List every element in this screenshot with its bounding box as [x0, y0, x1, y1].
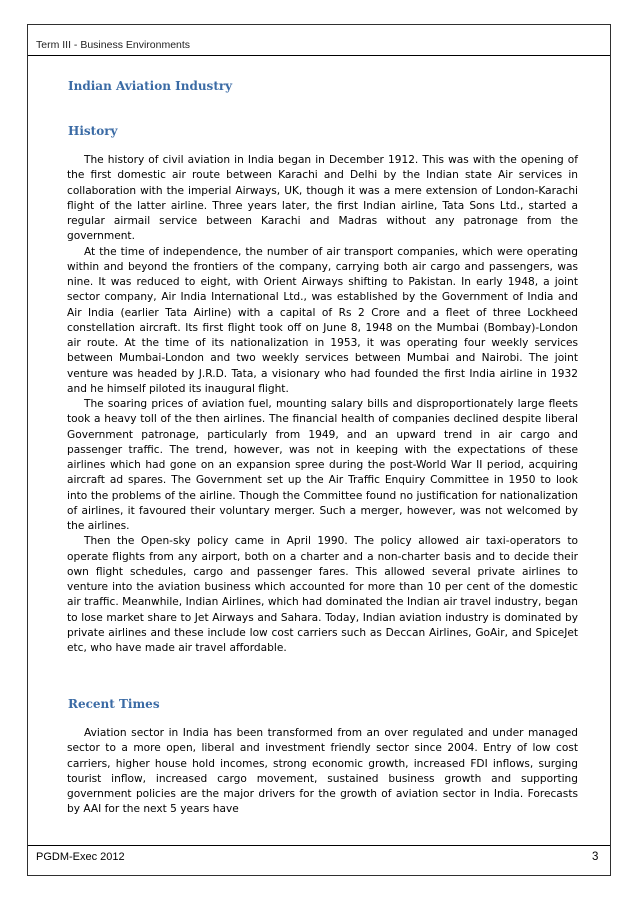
history-paragraph-1: The history of civil aviation in India began in December 1912. This was with the opening of the first domestic air route between Karachi and Delhi by the Indian state Air services in collaboration with the imperial Airways, UK, though it was a mere extension of London-Karachi flight of the latter airline. Three years later, the first Indian airline, Tata Sons Ltd., started a regular airmail service between Karachi and Madras without any patronage from the government.	[67, 154, 578, 243]
document-title: Indian Aviation Industry	[68, 79, 233, 93]
running-header: Term III - Business Environments	[36, 39, 191, 51]
history-paragraph-3: The soaring prices of aviation fuel, mounting salary bills and disproportionately large fleets took a heavy toll of the then airlines. The financial health of companies declined despite liberal Government patronage, particularly from 1949, and an upward trend in air cargo and passenger traffic. The trend, however, was not in keeping with the expectations of these airlines which had gone on an expansion spree during the post-World War II period, acquiring aircraft ad spares. The Government set up the Air Traffic Enquiry Committee in 1950 to look into the problems of the airline. Though the Committee found no justification for nationalization of airlines, it favoured their voluntary merger. Such a merger, however, was not welcomed by the airlines.	[67, 398, 578, 532]
footer-rule	[28, 845, 610, 846]
header-rule	[28, 55, 610, 56]
footer-program: PGDM-Exec 2012	[36, 851, 125, 863]
history-paragraph-4: Then the Open-sky policy came in April 1990. The policy allowed air taxi-operators to operate flights from any airport, both on a charter and a non-charter basis and to decide their own flight schedules, cargo and passenger fares. This allowed several private airlines to venture into the aviation business which accounted for more than 10 per cent of the domestic air traffic. Meanwhile, Indian Airlines, which had dominated the Indian air travel industry, began to lose market share to Jet Airways and Sahara. Today, Indian aviation industry is dominated by private airlines and these include low cost carriers such as Deccan Airlines, GoAir, and SpiceJet etc, who have made air travel affordable.	[67, 535, 578, 654]
section-heading-recent-times: Recent Times	[68, 697, 160, 711]
history-section-body	[67, 153, 578, 656]
page-number: 3	[592, 851, 599, 863]
recent-times-section-body	[67, 726, 578, 818]
recent-times-paragraph-1: Aviation sector in India has been transformed from an over regulated and under managed sector to a more open, liberal and investment friendly sector since 2004. Entry of low cost carriers, higher house hold incomes, strong economic growth, increased FDI inflows, surging tourist inflow, increased cargo movement, sustained business growth and supporting government policies are the major drivers for the growth of aviation sector in India. Forecasts by AAI for the next 5 years have	[67, 727, 578, 816]
history-paragraph-2: At the time of independence, the number of air transport companies, which were operating within and beyond the frontiers of the company, carrying both air cargo and passengers, was nine. It was reduced to eight, with Orient Airways shifting to Pakistan. In early 1948, a joint sector company, Air India International Ltd., was established by the Government of India and Air India (earlier Tata Airline) with a capital of Rs 2 Crore and a fleet of three Lockheed constellation aircraft. Its first flight took off on June 8, 1948 on the Mumbai (Bombay)-London air route. At the time of its nationalization in 1953, it was operating four weekly services between Mumbai-London and two weekly services between Mumbai and Nairobi. The joint venture was headed by J.R.D. Tata, a visionary who had founded the first India airline in 1932 and he himself piloted its inaugural flight.	[67, 245, 578, 395]
section-heading-history: History	[68, 124, 118, 138]
